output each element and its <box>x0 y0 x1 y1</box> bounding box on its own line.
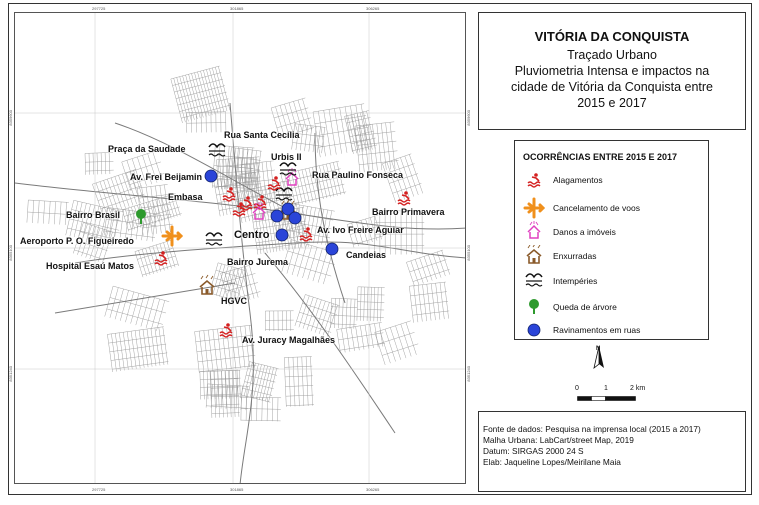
storm-icon <box>523 270 545 292</box>
circle-icon[interactable] <box>276 229 288 241</box>
storm-icon[interactable] <box>280 163 296 175</box>
subtitle-line: cidade de Vitória da Conquista entre <box>511 80 713 94</box>
legend-label: Danos a imóveis <box>553 227 616 237</box>
place-label: Rua Paulino Fonseca <box>312 170 404 180</box>
airplane-icon <box>523 197 545 219</box>
circle-icon[interactable] <box>326 243 338 255</box>
grid-label-left-1: 8359600 <box>8 110 13 126</box>
flood-icon[interactable] <box>233 202 245 216</box>
north-label: N <box>596 346 601 352</box>
tree-icon[interactable] <box>136 209 146 224</box>
storm-icon[interactable] <box>209 144 225 156</box>
place-label: Aeroporto P. O. Figueiredo <box>20 236 134 246</box>
house-damage-icon <box>523 221 545 243</box>
flood-icon[interactable] <box>254 195 266 209</box>
circle-icon <box>523 319 545 341</box>
source-line: Malha Urbana: LabCart/street Map, 2019 <box>483 435 634 445</box>
legend-label: Ravinamentos em ruas <box>553 325 641 335</box>
flood-icon[interactable] <box>220 323 232 337</box>
flood-icon[interactable] <box>398 191 410 205</box>
grid-label-bottom-2: 301865 <box>230 487 244 492</box>
legend-item <box>515 197 705 219</box>
flash-flood-house-icon[interactable] <box>200 275 214 294</box>
place-label: Bairro Primavera <box>372 207 445 217</box>
subtitle-line: 2015 e 2017 <box>577 96 647 110</box>
legend-label: Alagamentos <box>553 175 603 185</box>
grid-label-left-2: 8355100 <box>8 245 13 261</box>
map-title: VITÓRIA DA CONQUISTA <box>534 29 690 44</box>
legend-item <box>515 296 705 318</box>
subtitle-line: Pluviometria Intensa e impactos na <box>514 64 710 78</box>
legend <box>514 140 709 340</box>
grid-label-top-3: 306265 <box>366 6 380 11</box>
place-label: HGVC <box>221 296 248 306</box>
grid-label-right-3: 8351240 <box>466 366 471 382</box>
place-label: Centro <box>234 229 270 241</box>
legend-item <box>515 169 705 191</box>
legend-item <box>515 270 705 292</box>
subtitle-line: Traçado Urbano <box>567 48 657 62</box>
tree-icon <box>523 296 545 318</box>
flood-icon <box>523 169 545 191</box>
airplane-icon[interactable] <box>163 227 181 245</box>
grid-label-bottom-1: 297725 <box>92 487 106 492</box>
title-box <box>478 12 746 130</box>
place-label: Embasa <box>168 192 203 202</box>
place-label: Urbis II <box>271 152 302 162</box>
grid-label-right-1: 8359600 <box>466 110 471 126</box>
legend-title: OCORRÊNCIAS ENTRE 2015 E 2017 <box>523 152 678 162</box>
flood-icon[interactable] <box>268 176 280 190</box>
place-label: Candeias <box>346 250 387 260</box>
circle-icon[interactable] <box>205 170 217 182</box>
grid-label-right-2: 8355100 <box>466 245 471 261</box>
source-box <box>478 411 746 492</box>
flood-icon[interactable] <box>223 187 235 201</box>
scale-label: 1 <box>604 385 608 392</box>
legend-item <box>515 245 705 267</box>
place-label: Bairro Brasil <box>66 210 121 220</box>
flash-flood-house-icon <box>523 245 545 267</box>
source-line: Elab: Jaqueline Lopes/Meirilane Maia <box>483 457 621 467</box>
place-label: Av. Frei Beijamin <box>130 172 203 182</box>
place-label: Hospital Esaú Matos <box>46 261 135 271</box>
circle-icon[interactable] <box>271 210 283 222</box>
source-line: Datum: SIRGAS 2000 24 S <box>483 446 584 456</box>
storm-icon[interactable] <box>206 233 222 245</box>
place-label: Av. Ivo Freire Aguiar <box>317 225 404 235</box>
circle-icon[interactable] <box>289 212 301 224</box>
legend-item <box>515 221 705 243</box>
place-label: Rua Santa Cecília <box>224 130 300 140</box>
legend-label: Queda de árvore <box>553 302 617 312</box>
legend-label: Intempéries <box>553 276 598 286</box>
flood-icon[interactable] <box>155 251 167 265</box>
place-label: Praça da Saudade <box>108 144 186 154</box>
legend-label: Enxurradas <box>553 251 597 261</box>
grid-label-left-3: 8351240 <box>8 366 13 382</box>
flood-icon[interactable] <box>300 227 312 241</box>
storm-icon[interactable] <box>276 188 292 200</box>
scale-label: 2 km <box>630 385 646 392</box>
place-label: Bairro Jurema <box>227 257 289 267</box>
place-label: Av. Juracy Magalhães <box>242 335 336 345</box>
legend-item <box>515 319 705 341</box>
scale-bar <box>577 396 639 402</box>
grid-label-bottom-3: 306265 <box>366 487 380 492</box>
source-line: Fonte de dados: Pesquisa na imprensa local (2015 a 2017) <box>483 424 701 434</box>
legend-label: Cancelamento de voos <box>553 203 640 213</box>
grid-label-top-1: 297725 <box>92 6 106 11</box>
grid-label-top-2: 301865 <box>230 6 244 11</box>
scale-label: 0 <box>575 385 579 392</box>
